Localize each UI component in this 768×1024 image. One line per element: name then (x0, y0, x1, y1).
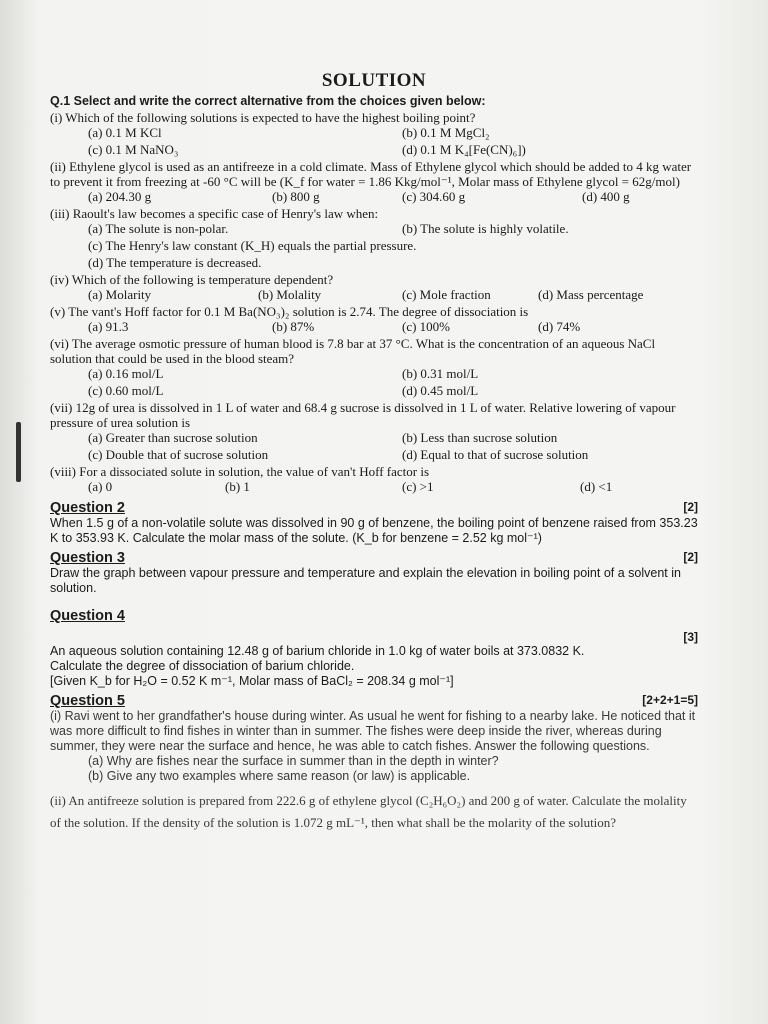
option-d: (d) 0.45 mol/L (402, 383, 479, 398)
option-d: (d) 0.1 M K₄[Fe(CN)₆]) (402, 142, 526, 157)
q2-title: Question 2 (50, 500, 125, 516)
option-a: (a) 204.30 g (88, 189, 152, 204)
q5-heading (50, 693, 698, 709)
binder-hole-mark (16, 422, 21, 482)
option-c: (c) 100% (402, 319, 451, 334)
option-b: (b) 87% (272, 319, 315, 334)
q1-iii-option-c (50, 238, 698, 255)
q5-part-ii: (ii) An antifreeze solution is prepared from 222.6 g of ethylene glycol (C₂H₆O₂) and 200 g of water. Calculate the molality of the solution. If the density of the solution is 1.072 g mL⁻¹, then what shall be the molarity of the solution? (50, 793, 687, 830)
q4-line2: Calculate the degree of dissociation of barium chloride. (50, 659, 355, 673)
option-b: (b) The solute is highly volatile. (402, 221, 569, 236)
q1-i-stem: (i) Which of the following solutions is expected to have the highest boiling point? (50, 110, 476, 125)
q1-iii-option-d (50, 255, 698, 272)
worksheet-content (50, 70, 698, 834)
q1-viii-options (50, 479, 698, 496)
q5-marks: [2+2+1=5] (642, 693, 698, 707)
q1-iii-options-row1 (50, 221, 698, 238)
q1-v-options (50, 319, 698, 336)
option-d: (d) 400 g (582, 189, 630, 204)
q1-ii-stem: (ii) Ethylene glycol is used as an antifreeze in a cold climate. Mass of Ethylene glycol which should be added to 4 kg water to prevent it from freezing at -60 °C will be (K_f for water = 1.86 Kkg/mol⁻¹, Molar mass of Ethylene glycol = 62g/mol) (50, 159, 692, 189)
option-a: (a) Molarity (88, 287, 152, 302)
q2-heading (50, 500, 698, 516)
option-c: (c) The Henry's law constant (K_H) equals the partial pressure. (88, 238, 417, 253)
q5-title: Question 5 (50, 693, 125, 709)
q1-vii-options (50, 430, 698, 464)
option-a: (a) 91.3 (88, 319, 129, 334)
page-title: SOLUTION (321, 70, 427, 91)
q1-v-stem: (v) The vant's Hoff factor for 0.1 M Ba(NO₃)₂ solution is 2.74. The degree of dissociation is (50, 304, 529, 319)
q1-iv-stem: (iv) Which of the following is temperature dependent? (50, 272, 334, 287)
option-c: (c) 0.1 M NaNO₃ (88, 142, 179, 157)
q1-heading: Q.1 Select and write the correct alternative from the choices given below: (50, 94, 486, 108)
q1-ii-options (50, 189, 698, 206)
option-b: (b) Less than sucrose solution (402, 430, 558, 445)
option-c: (c) Double that of sucrose solution (88, 447, 269, 462)
q3-heading (50, 550, 698, 566)
q5-part-i: (i) Ravi went to her grandfather's house during winter. As usual he went for fishing to a nearby lake. He noticed that it was more difficult to find fishes in winter than in summer. The fishes were deep inside the river, whereas during summer, they were near the surface and hence, he was able to catch fishes. Answer the following questions. (50, 709, 696, 753)
option-d: (d) Mass percentage (538, 287, 644, 302)
q2-text: When 1.5 g of a non-volatile solute was dissolved in 90 g of benzene, the boiling point of benzene raised from 353.23 K to 353.93 K. Calculate the molar mass of the solute. (K_b for benzene = 2.52 kg mol⁻¹) (50, 516, 698, 545)
q1-vi-stem: (vi) The average osmotic pressure of human blood is 7.8 bar at 37 °C. What is the concentration of an aqueous NaCl solution that could be used in the blood steam? (50, 336, 656, 366)
q4-heading (50, 608, 698, 624)
q1-i-options (50, 125, 698, 159)
option-b: (b) 800 g (272, 189, 320, 204)
q3-text: Draw the graph between vapour pressure and temperature and explain the elevation in boiling point of a solvent in solution. (50, 566, 681, 595)
q1-vi-options (50, 366, 698, 400)
option-b: (b) 0.1 M MgCl₂ (402, 125, 490, 140)
option-a: (a) 0.16 mol/L (88, 366, 164, 381)
option-a: (a) 0.1 M KCl (88, 125, 162, 140)
q1-iv-options (50, 287, 698, 304)
option-b: (b) 0.31 mol/L (402, 366, 479, 381)
q1-iii-stem: (iii) Raoult's law becomes a specific case of Henry's law when: (50, 206, 379, 221)
q5-sub-a: (a) Why are fishes near the surface in summer than in the depth in winter? (88, 754, 499, 768)
option-b: (b) Molality (258, 287, 322, 302)
option-c: (c) 304.60 g (402, 189, 466, 204)
option-a: (a) 0 (88, 479, 113, 494)
q3-marks: [2] (683, 550, 698, 564)
q4-line3: [Given K_b for H₂O = 0.52 K m⁻¹, Molar mass of BaCl₂ = 208.34 g mol⁻¹] (50, 674, 454, 688)
q1-viii-stem: (viii) For a dissociated solute in solution, the value of van't Hoff factor is (50, 464, 430, 479)
q1-vii-stem: (vii) 12g of urea is dissolved in 1 L of water and 68.4 g sucrose is dissolved in 1 L of water. Relative lowering of vapour pressure of urea solution is (50, 400, 676, 430)
option-b: (b) 1 (225, 479, 250, 494)
option-a: (a) Greater than sucrose solution (88, 430, 258, 445)
option-d: (d) 74% (538, 319, 581, 334)
option-c: (c) Mole fraction (402, 287, 491, 302)
option-c: (c) >1 (402, 479, 434, 494)
q4-line1: An aqueous solution containing 12.48 g of barium chloride in 1.0 kg of water boils at 373.0832 K. (50, 644, 585, 658)
option-d: (d) The temperature is decreased. (88, 255, 262, 270)
q5-sub-b: (b) Give any two examples where same reason (or law) is applicable. (88, 769, 471, 783)
q4-marks-row (50, 630, 698, 644)
option-c: (c) 0.60 mol/L (88, 383, 164, 398)
q4-title: Question 4 (50, 608, 125, 624)
q4-marks: [3] (683, 630, 698, 644)
option-d: (d) Equal to that of sucrose solution (402, 447, 589, 462)
option-d: (d) <1 (580, 479, 613, 494)
q3-title: Question 3 (50, 550, 125, 566)
option-a: (a) The solute is non-polar. (88, 221, 229, 236)
q2-marks: [2] (683, 500, 698, 514)
